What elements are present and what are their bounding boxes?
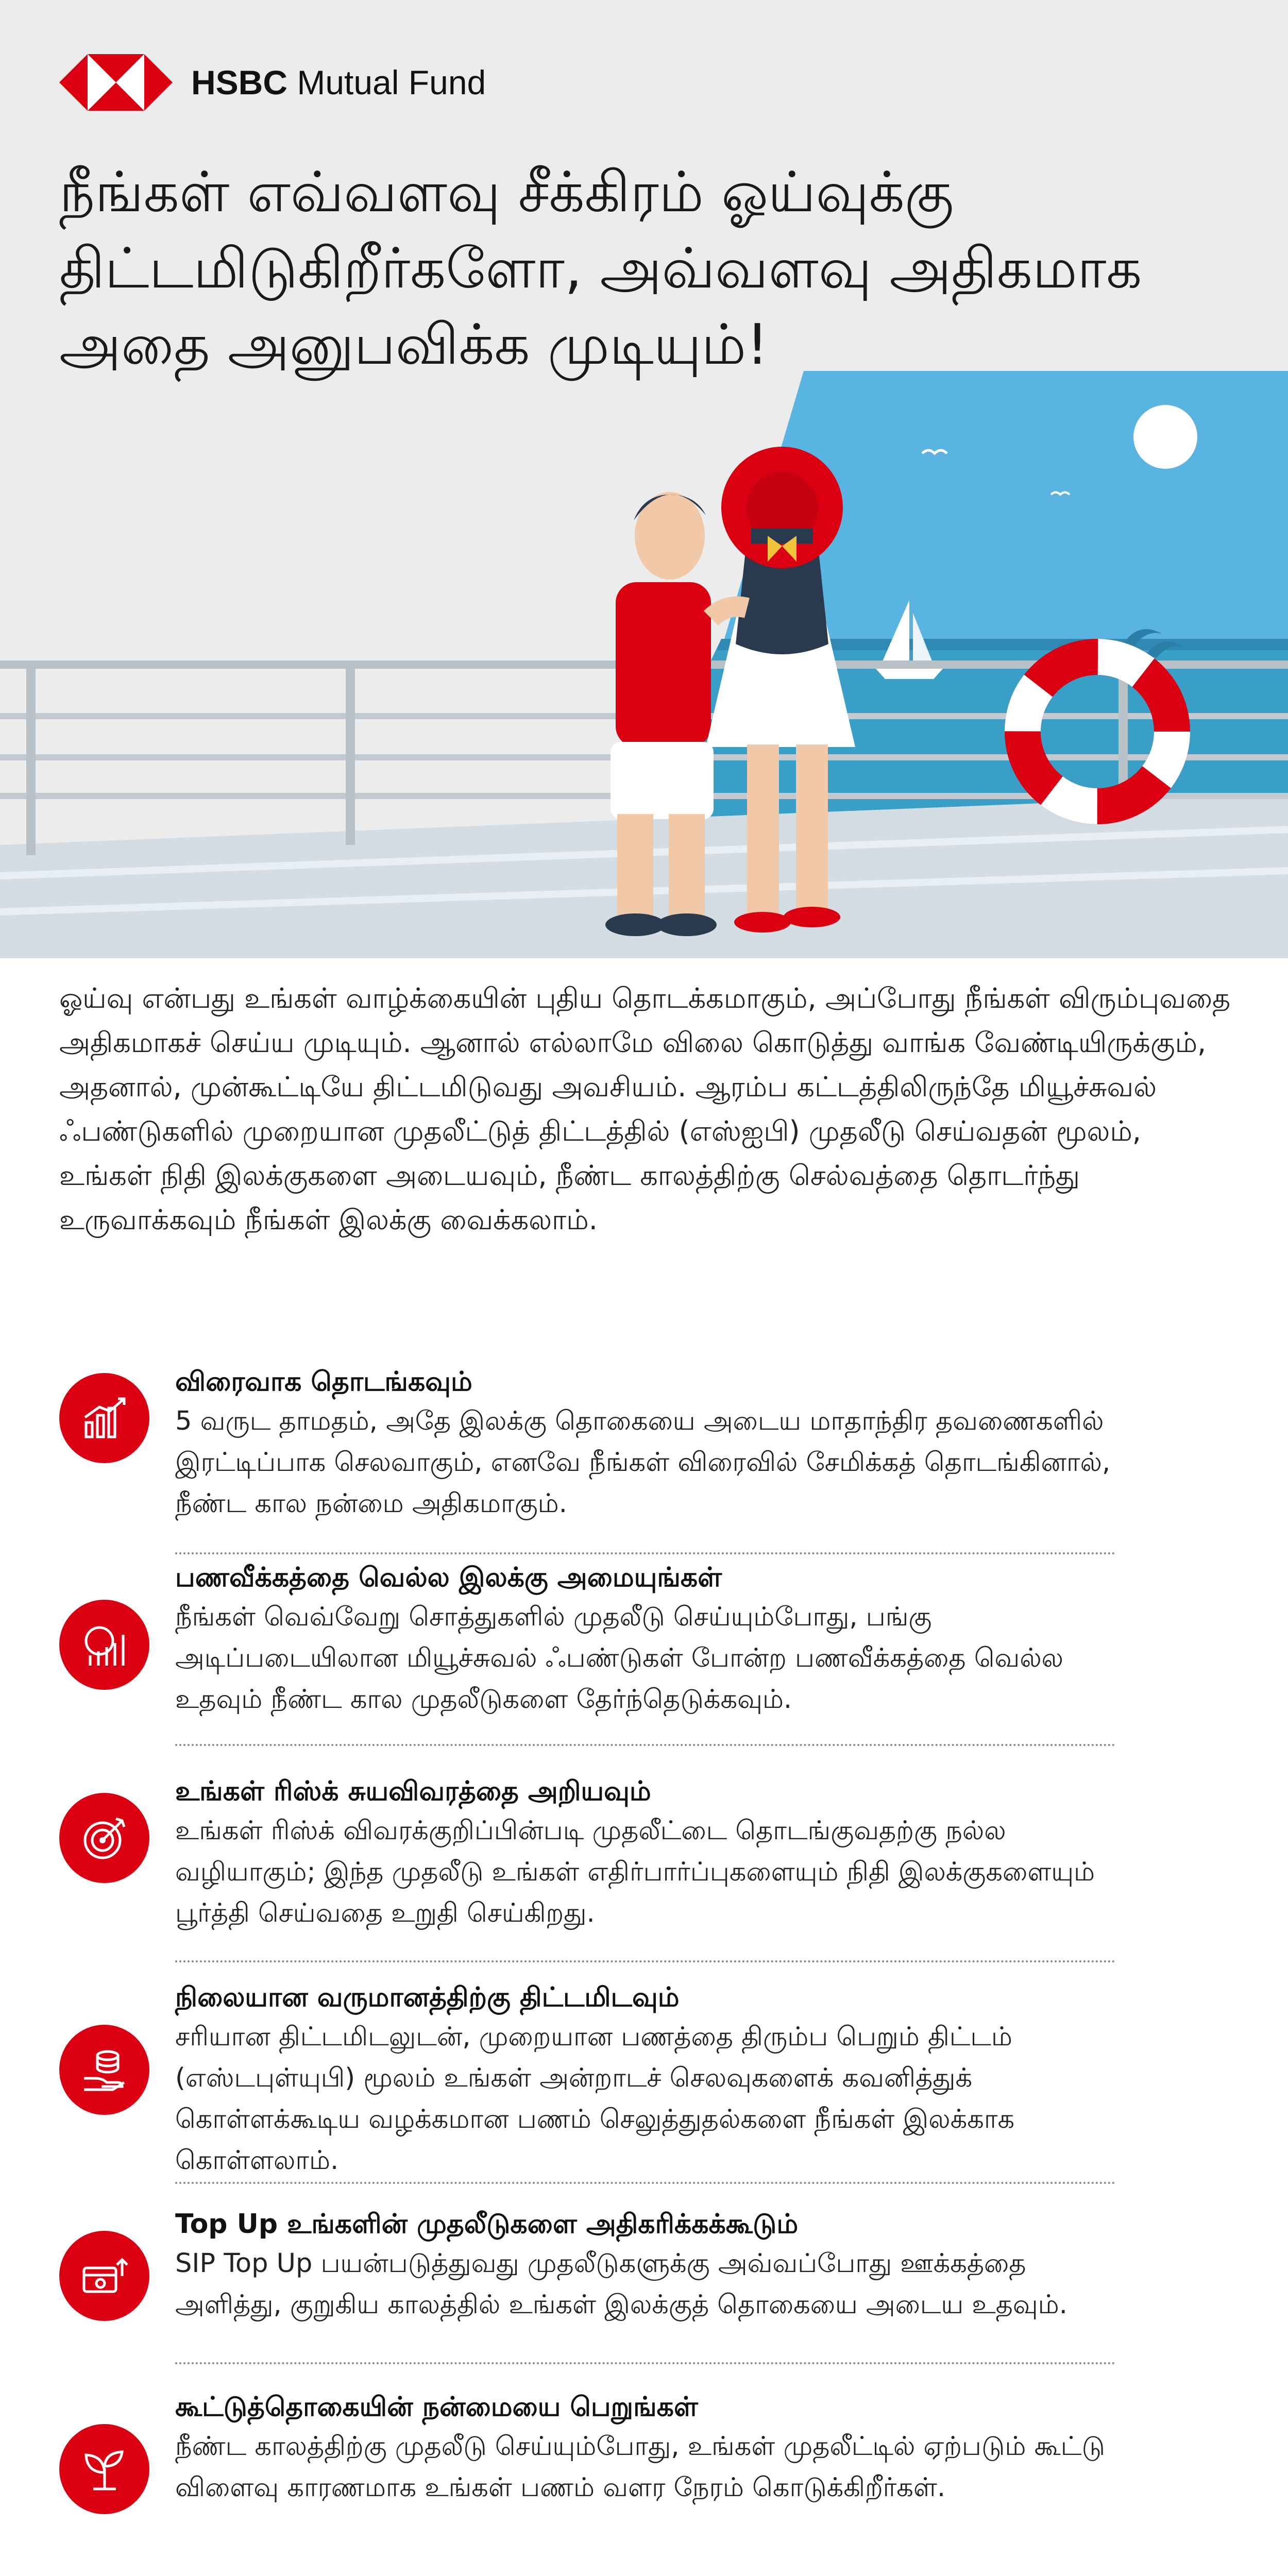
inflation-chart-icon	[59, 1600, 149, 1690]
feature-text: நீங்கள் வெவ்வேறு சொத்துகளில் முதலீடு செய்யும்போது, பங்கு அடிப்படையிலான மியூச்சுவல் ஃபண்டுகள் போன்ற பணவீக்கத்தை வெல்ல உதவும் நீண்ட கால முதலீடுகளை தேர்ந்தெடுக்கவும்.	[175, 1602, 1064, 1715]
headline: நீங்கள் எவ்வளவு சீக்கிரம் ஓய்வுக்கு திட்டமிடுகிறீர்களோ, அவ்வளவு அதிகமாக அதை அனுபவிக்க முடியும்!	[59, 160, 1142, 377]
dotted-divider	[175, 2362, 1115, 2364]
intro-paragraph: ஓய்வு என்பது உங்கள் வாழ்க்கையின் புதிய தொடக்கமாகும், அப்போது நீங்கள் விரும்புவதை அதிகமாகச் செய்ய முடியும். ஆனால் எல்லாமே விலை கொடுத்து வாங்க வேண்டியிருக்கும், அதனால், முன்கூட்டியே திட்டமிடுவது அவசியம். ஆரம்ப கட்டத்திலிருந்தே மியூச்சுவல் ஃபண்டுகளில் முறையான முதலீட்டுத் திட்டத்தில் (எஸ்ஐபி) முதலீடு செய்வதன் மூலம், உங்கள் நிதி இலக்குகளை அடையவும், நீண்ட காலத்திற்கு செல்வத்தை தொடர்ந்து உருவாக்கவும் நீங்கள் இலக்கு வைக்கலாம்.	[59, 982, 1231, 1236]
brand-name: HSBC	[191, 63, 288, 101]
feature-title: விரைவாக தொடங்கவும்	[175, 1366, 472, 1397]
dotted-divider	[175, 1744, 1115, 1746]
feature-title: Top Up உங்களின் முதலீடுகளை அதிகரிக்கக்கூடும்	[175, 2209, 799, 2240]
hero-section	[0, 0, 1288, 958]
dotted-divider	[175, 2182, 1115, 2184]
dotted-divider	[175, 1960, 1115, 1962]
growth-chart-icon	[59, 1373, 149, 1463]
feature-text: நீண்ட காலத்திற்கு முதலீடு செய்யும்போது, உங்கள் முதலீட்டில் ஏற்படும் கூட்டு விளைவு காரணமாக உங்கள் பணம் வளர நேரம் கொடுக்கிறீர்கள்.	[175, 2431, 1105, 2503]
feature-start-early	[59, 1363, 1115, 1533]
dotted-divider	[175, 1552, 1115, 1554]
feature-compounding	[59, 2388, 1115, 2558]
hsbc-hexagon-icon	[59, 54, 173, 111]
target-icon	[59, 1793, 149, 1883]
couple-on-deck-illustration	[0, 361, 1288, 958]
feature-title: நிலையான வருமானத்திற்கு திட்டமிடவும்	[175, 1982, 680, 2013]
coins-hand-icon	[59, 2025, 149, 2115]
feature-risk-profile	[59, 1772, 1115, 1942]
brand-product: Mutual Fund	[297, 63, 486, 101]
feature-top-up	[59, 2205, 1115, 2375]
feature-beat-inflation	[59, 1558, 1115, 1728]
feature-text: SIP Top Up பயன்படுத்துவது முதலீடுகளுக்கு அவ்வப்போது ஊக்கத்தை அளித்து, குறுகிய காலத்தில் உங்கள் இலக்குத் தொகையை அடைய உதவும்.	[175, 2248, 1067, 2320]
feature-text: 5 வருட தாமதம், அதே இலக்கு தொகையை அடைய மாதாந்திர தவணைகளில் இரட்டிப்பாக செலவாகும், எனவே நீங்கள் விரைவில் சேமிக்கத் தொடங்கினால், நீண்ட கால நன்மை அதிகமாகும்.	[175, 1406, 1111, 1519]
hsbc-logo	[59, 54, 486, 111]
feature-text: உங்கள் ரிஸ்க் விவரக்குறிப்பின்படி முதலீட்டை தொடங்குவதற்கு நல்ல வழியாகும்; இந்த முதலீடு உங்கள் எதிர்பார்ப்புகளையும் நிதி இலக்குகளையும் பூர்த்தி செய்வதை உறுதி செய்கிறது.	[175, 1816, 1095, 1928]
top-up-card-icon	[59, 2231, 149, 2321]
feature-stable-income	[59, 1978, 1115, 2184]
feature-text: சரியான திட்டமிடலுடன், முறையான பணத்தை திரும்ப பெறும் திட்டம் (எஸ்டபுள்யுபி) மூலம் உங்கள் அன்றாடச் செலவுகளைக் கவனித்துக் கொள்ளக்கூடிய வழக்கமான பணம் செலுத்துதல்களை நீங்கள் இலக்காக கொள்ளலாம்.	[175, 2022, 1015, 2176]
sprout-icon	[59, 2424, 149, 2514]
feature-title: உங்கள் ரிஸ்க் சுயவிவரத்தை அறியவும்	[175, 1776, 651, 1807]
feature-title: பணவீக்கத்தை வெல்ல இலக்கு அமையுங்கள்	[175, 1562, 722, 1593]
feature-title: கூட்டுத்தொகையின் நன்மையை பெறுங்கள்	[175, 2392, 698, 2422]
